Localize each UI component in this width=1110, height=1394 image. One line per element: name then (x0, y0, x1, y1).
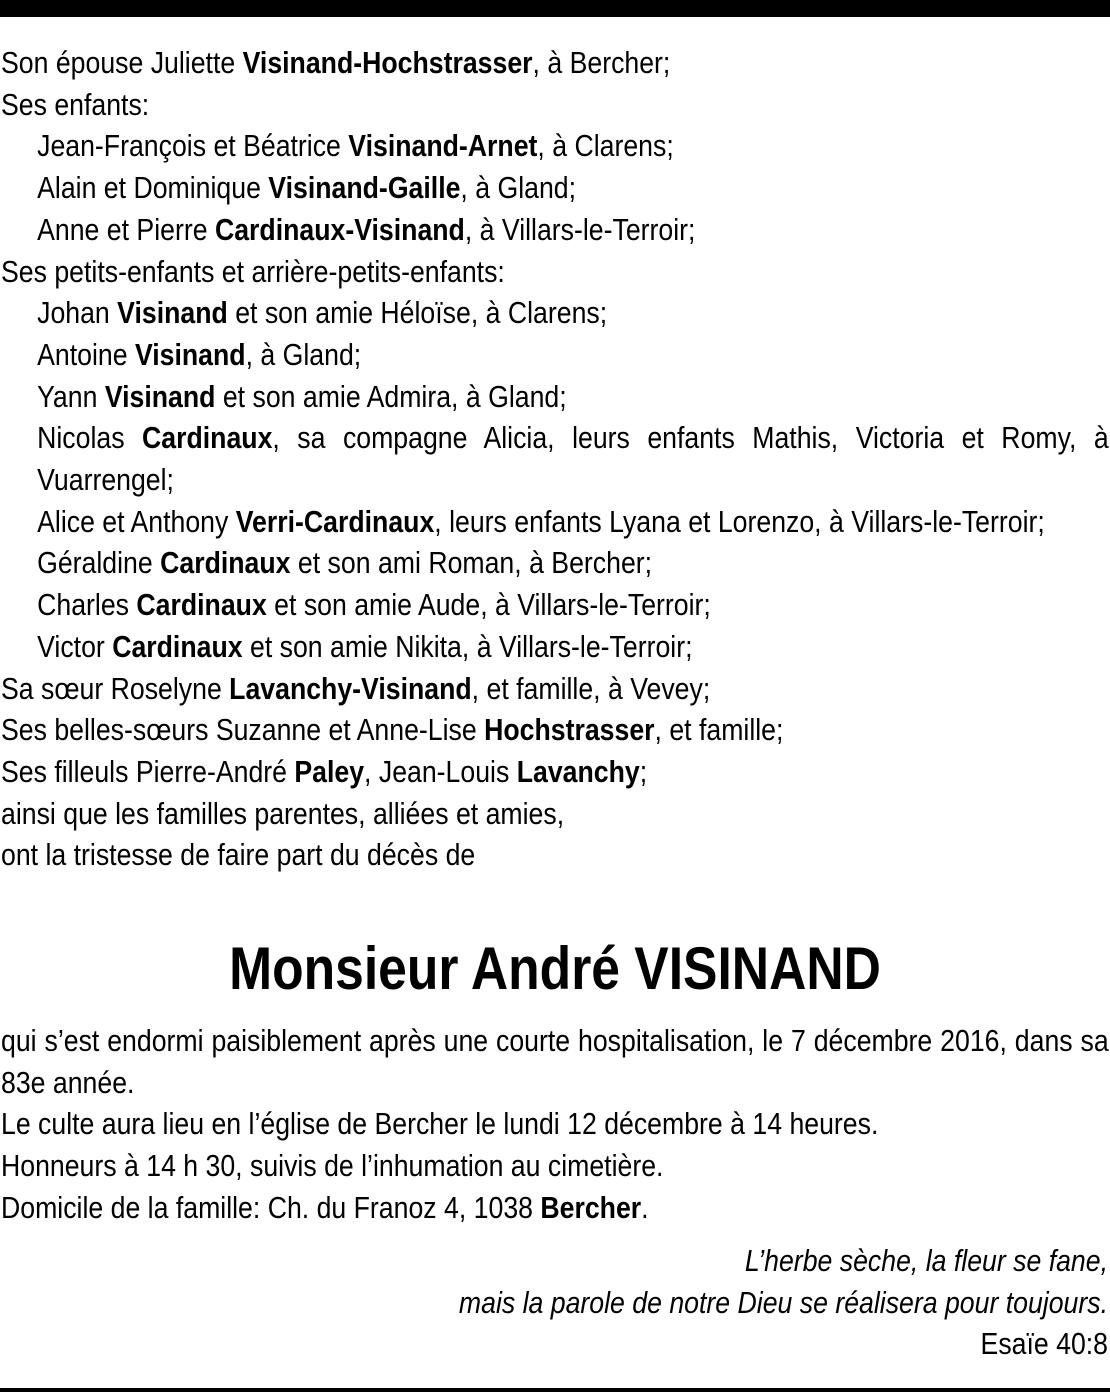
family-name: Lavanchy (516, 753, 640, 789)
family-name: Cardinaux (142, 420, 273, 456)
family-name: Paley (294, 753, 365, 789)
family-line-grandchild (1, 584, 1109, 626)
text: Ses filleuls Pierre-André (1, 753, 295, 789)
family-line-grandchild (1, 376, 1109, 418)
family-line-grandchildren-heading: Ses petits-enfants et arrière-petits-enfants: (1, 253, 505, 289)
family-line-spouse (1, 42, 1109, 84)
text: , et famille; (654, 712, 784, 748)
bottom-rule (0, 1388, 1110, 1392)
text: Son épouse Juliette (1, 45, 243, 80)
family-list (1, 42, 1109, 876)
family-line-sisters-in-law (1, 709, 1109, 751)
text: Johan (37, 295, 118, 331)
family-name: Verri-Cardinaux (235, 503, 435, 539)
verse-text: L’herbe sèche, la fleur se fane, (744, 1243, 1108, 1278)
announcement-intro: ont la tristesse de faire part du décès de (1, 837, 476, 873)
family-line-child (1, 209, 1109, 251)
top-rule (0, 0, 1110, 17)
family-name: Visinand-Hochstrasser (242, 45, 533, 80)
text: . (641, 1189, 649, 1225)
family-name: Cardinaux-Visinand (214, 211, 465, 247)
family-name: Cardinaux (160, 545, 291, 581)
family-name: Cardinaux (136, 587, 267, 623)
town-name: Bercher (540, 1189, 642, 1225)
text: , à Clarens; (537, 128, 674, 164)
text: Antoine (37, 336, 135, 372)
family-line-sister (1, 668, 1109, 710)
family-line-relatives: ainsi que les familles parentes, alliées et amies, (1, 795, 565, 831)
family-name: Visinand (134, 336, 246, 372)
family-name: Visinand (117, 295, 228, 331)
family-line-godchildren (1, 751, 1109, 793)
text: Nicolas (37, 420, 143, 456)
text: Anne et Pierre (37, 211, 215, 247)
text: , à Gland; (460, 170, 577, 206)
family-name: Visinand (104, 378, 216, 414)
bible-verse (0, 1240, 1108, 1365)
family-line-grandchild (1, 417, 1109, 500)
text: Domicile de la famille: Ch. du Franoz 4, 1038 (1, 1189, 541, 1225)
text: Charles (37, 587, 137, 623)
text: , et famille, à Vevey; (471, 670, 711, 706)
verse-line (0, 1240, 1108, 1282)
service-text: Le culte aura lieu en l’église de Bercher le lundi 12 décembre à 14 heures. (1, 1106, 879, 1142)
verse-reference: Esaïe 40:8 (980, 1326, 1108, 1362)
family-name: Cardinaux (112, 628, 243, 664)
deceased-name: Monsieur André VISINAND (229, 935, 881, 1002)
text: , à Villars-le-Terroir; (464, 211, 696, 247)
passing-text: qui s’est endormi paisiblement après une courte hospitalisation, le 7 décembre 2016, dans sa 83e année. (1, 1023, 1109, 1100)
text: Alain et Dominique (37, 170, 269, 206)
text: et son amie Nikita, à Villars-le-Terroir; (242, 628, 693, 664)
family-line-grandchild (1, 626, 1109, 668)
family-name: Visinand-Arnet (348, 128, 538, 164)
text: , sa compagne Alicia, leurs enfants Mathis, Victoria et Romy, à Vuarrengel; (37, 420, 1109, 498)
family-line-grandchild (1, 501, 1109, 543)
family-line-grandchild (1, 542, 1109, 584)
family-name: Visinand-Gaille (268, 170, 461, 206)
text: , à Bercher; (532, 45, 671, 80)
text: et son amie Admira, à Gland; (215, 378, 567, 414)
family-name: Hochstrasser (484, 712, 655, 748)
text: Alice et Anthony (37, 503, 236, 539)
text: Sa sœur Roselyne (1, 670, 230, 706)
family-name: Lavanchy-Visinand (229, 670, 472, 706)
text: Ses belles-sœurs Suzanne et Anne-Lise (1, 712, 485, 748)
text: Géraldine (37, 545, 161, 581)
family-line-child (1, 167, 1109, 209)
text: Yann (37, 378, 105, 414)
text: Jean-François et Béatrice (37, 128, 349, 164)
text: , Jean-Louis (364, 753, 517, 789)
text: Victor (37, 628, 113, 664)
text: et son amie Aude, à Villars-le-Terroir; (266, 587, 711, 623)
honours-text: Honneurs à 14 h 30, suivis de l’inhumation au cimetière. (1, 1148, 664, 1184)
family-address (1, 1187, 1109, 1229)
text: et son amie Héloïse, à Clarens; (227, 295, 608, 331)
verse-line (0, 1282, 1108, 1324)
text: et son ami Roman, à Bercher; (290, 545, 653, 581)
text: ; (639, 753, 648, 789)
funeral-details (1, 1020, 1109, 1229)
verse-text: mais la parole de notre Dieu se réalisera pour toujours. (458, 1284, 1108, 1320)
text: , à Gland; (245, 336, 362, 372)
family-line-child (1, 125, 1109, 167)
text: , leurs enfants Lyana et Lorenzo, à Villars-le-Terroir; (434, 503, 1045, 539)
family-line-grandchild (1, 334, 1109, 376)
family-line-grandchild (1, 292, 1109, 334)
family-line-children-heading: Ses enfants: (1, 86, 150, 122)
